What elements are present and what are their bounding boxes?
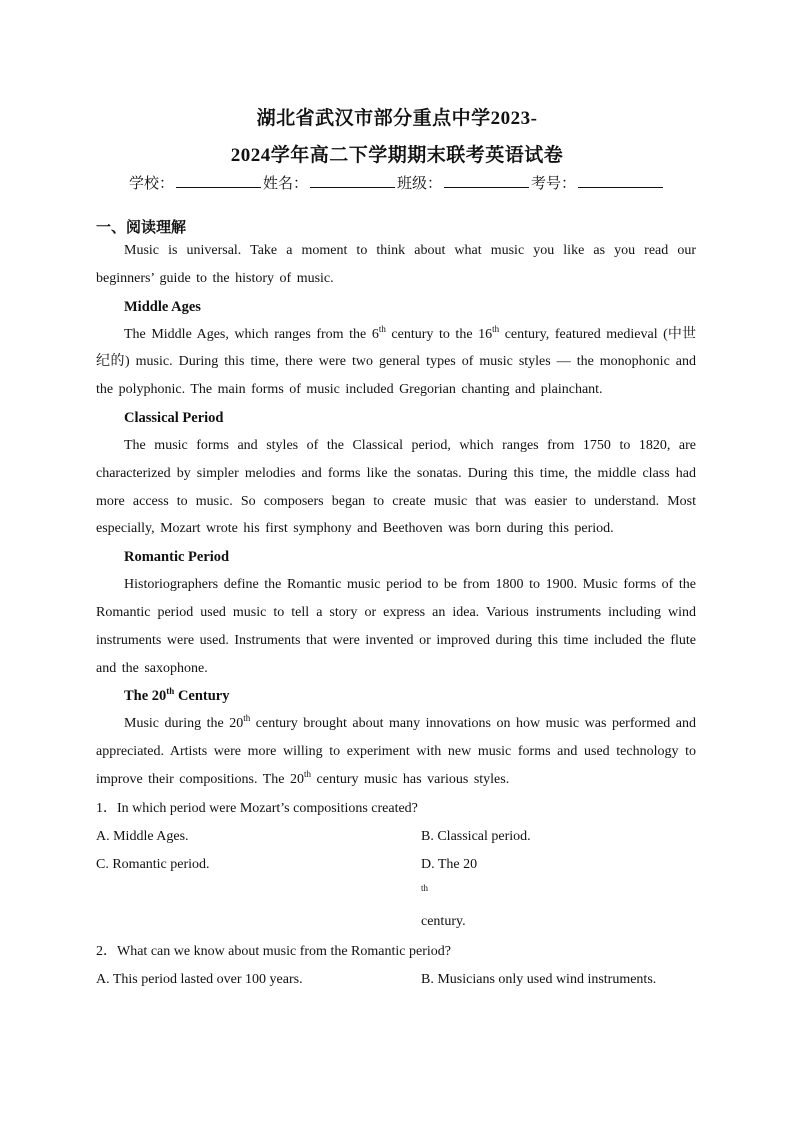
- class-label: 班级：: [397, 176, 443, 192]
- student-info-fields: [0, 172, 794, 193]
- section-title: 一、阅读理解: [96, 220, 187, 236]
- school-label: 学校：: [128, 176, 174, 192]
- question-1-option-d[interactable]: D. The 20 $^{th}$ century.: [421, 857, 478, 930]
- school-blank[interactable]: [176, 174, 261, 188]
- passage-intro: Music is universal. Take a moment to think about what music you like as you read our beginners’ guide to the history of music.: [96, 243, 696, 286]
- exam-title-line1: 湖北省武汉市部分重点中学2023-: [256, 108, 538, 129]
- question-1-option-b[interactable]: B. Classical period.: [421, 828, 531, 844]
- paragraph-20th-century: Music during the 20th century brought about many innovations on how music was performed and appreciated. Artists were more willing to experiment with new music forms and used technology to improve their compositions. The 20th century music has various styles.: [96, 713, 696, 787]
- question-2-stem: 2．What can we know about music from the Romantic period?: [96, 943, 451, 959]
- paragraph-classical: The music forms and styles of the Classical period, which ranges from 1750 to 1820, are characterized by simpler melodies and forms like the sonatas. During this time, the middle class had more access to music. So composers began to create music that was easier to understand. Most especially, Mozart wrote his first symphony and Beethoven was born during this period.: [96, 437, 696, 537]
- name-label: 姓名：: [262, 176, 308, 192]
- question-1-options-row2: [96, 851, 696, 937]
- paragraph-middle-ages: The Middle Ages, which ranges from the 6th century to the 16th century, featured medieval (中世纪的) music. During this time, there were two general types of music styles — the monophonic and the polyphonic. The main forms of music included Gregorian chanting and plainchant.: [96, 323, 696, 398]
- question-1-options-row1: [96, 823, 696, 852]
- question-1-stem: 1．In which period were Mozart’s compositions created?: [96, 800, 418, 816]
- question-2-option-a[interactable]: A. This period lasted over 100 years.: [96, 971, 303, 987]
- reading-passage: [96, 237, 696, 994]
- paragraph-romantic: Historiographers define the Romantic music period to be from 1800 to 1900. Music forms of the Romantic period used music to tell a story or express an idea. Various instruments including wind instruments were used. Instruments that were invented or improved during this time included the flute and the saxophone.: [96, 577, 696, 676]
- heading-romantic: Romantic Period: [124, 549, 230, 566]
- number-label: 考号：: [531, 176, 577, 192]
- heading-20th-century: The 20th Century: [124, 686, 230, 705]
- class-blank[interactable]: [444, 174, 529, 188]
- question-1-option-a[interactable]: A. Middle Ages.: [96, 828, 189, 844]
- question-2-option-b[interactable]: B. Musicians only used wind instruments.: [421, 971, 657, 987]
- question-1-option-c[interactable]: C. Romantic period.: [96, 857, 210, 873]
- question-2-options-row1: [96, 966, 696, 995]
- name-blank[interactable]: [310, 174, 395, 188]
- exam-title-line2: 2024学年高二下学期期末联考英语试卷: [230, 145, 564, 166]
- heading-middle-ages: Middle Ages: [124, 298, 201, 315]
- number-blank[interactable]: [578, 174, 663, 188]
- heading-classical: Classical Period: [124, 409, 224, 426]
